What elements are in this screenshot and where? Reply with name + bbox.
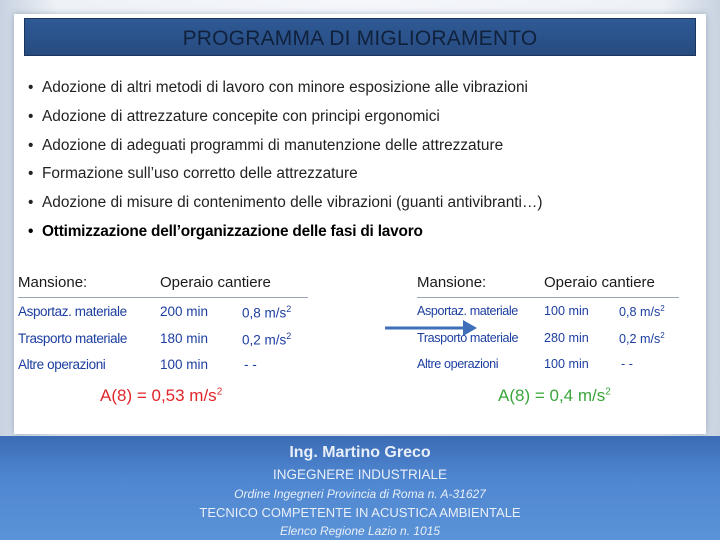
bullet-item: • Adozione di attrezzature concepite con principi ergonomici — [28, 107, 440, 125]
header-value: Operaio cantiere — [544, 274, 655, 291]
footer-role: INGEGNERE INDUSTRIALE — [272, 467, 448, 482]
row-accel: 0,2 $m/s^2$ — [619, 331, 665, 347]
page-title: PROGRAMMA DI MIGLIORAMENTO — [182, 27, 538, 50]
footer-competence: TECNICO COMPETENTE IN ACUSTICA AMBIENTALE — [199, 505, 521, 520]
row-accel: 0,2 $m/s^2$ — [242, 331, 292, 348]
row-accel: - - — [621, 357, 633, 371]
row-time: 100 min — [160, 357, 209, 372]
row-task: Asportaz. materiale — [18, 304, 127, 319]
row-time: 280 min — [544, 331, 589, 345]
footer-order: Ordine Ingegneri Provincia di Roma n. A-31627 — [234, 487, 486, 501]
row-time: 100 min — [544, 304, 589, 318]
result-before: A(8) = 0,53 $m/s^2$ — [100, 386, 223, 405]
row-task: Trasporto materiale — [18, 331, 127, 346]
result-after: A(8) = 0,4 $m/s^2$ — [498, 386, 611, 405]
row-time: 100 min — [544, 357, 589, 371]
row-task: Asportaz. materiale — [417, 304, 518, 318]
bullet-item: • Formazione sull’uso corretto delle attrezzature — [28, 165, 358, 183]
row-time: 180 min — [160, 331, 209, 346]
footer-registry: Elenco Regione Lazio n. 1015 — [279, 524, 441, 538]
bullet-item: • Ottimizzazione dell’organizzazione delle fasi di lavoro — [28, 222, 423, 240]
bullet-item: • Adozione di altri metodi di lavoro con minore esposizione alle vibrazioni — [28, 79, 528, 96]
row-task: Trasporto materiale — [417, 331, 519, 345]
row-task: Altre operazioni — [417, 357, 499, 371]
header-label: Mansione: — [417, 274, 487, 291]
header-value: Operaio cantiere — [160, 274, 271, 291]
bullet-list — [28, 76, 698, 249]
row-accel: 0,8 $m/s^2$ — [242, 304, 292, 321]
row-accel: 0,8 $m/s^2$ — [619, 304, 665, 320]
row-task: Altre operazioni — [18, 357, 106, 372]
header-divider — [18, 297, 308, 298]
row-accel: - - — [244, 357, 257, 372]
title-bar — [24, 18, 696, 56]
bullet-item: • Adozione di adeguati programmi di manutenzione delle attrezzature — [28, 136, 504, 154]
footer-name: Ing. Martino Greco — [289, 444, 431, 461]
header-label: Mansione: — [18, 274, 88, 291]
row-time: 200 min — [160, 304, 209, 319]
footer-band — [0, 436, 720, 540]
bullet-item: • Adozione di misure di contenimento delle vibrazioni (guanti antivibranti…) — [28, 194, 543, 212]
header-divider — [417, 297, 679, 298]
